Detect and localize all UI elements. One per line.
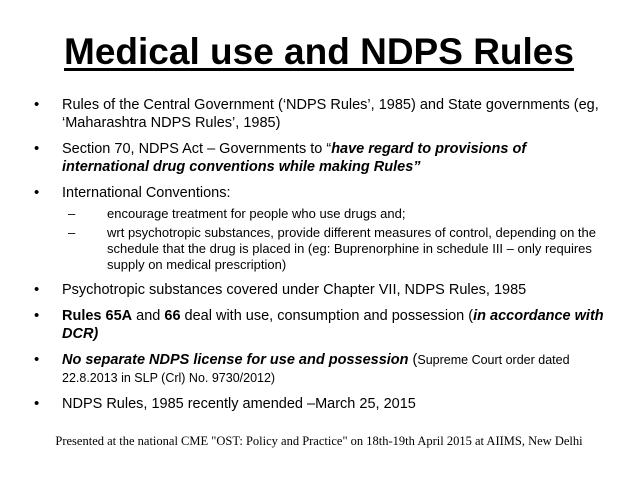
- bullet-text: Rules of the Central Government (‘NDPS Rules’, 1985) and State governments (eg, ‘Maharashtra NDPS Rules’, 1985): [62, 97, 599, 131]
- sub-bullet-treatment: [62, 206, 615, 222]
- sub-bullet-text: wrt psychotropic substances, provide different measures of control, depending on the schedule that the drug is placed in (eg: Buprenorphine in schedule III – only requires supply on medical prescription): [107, 225, 596, 272]
- bullet-psychotropic-chapter-vii: [30, 281, 615, 299]
- sub-bullet-list: [62, 206, 615, 273]
- bullet-emphasis: have regard to provisions of international drug conventions while making Rules”: [62, 141, 527, 175]
- bullet-bold-rule: 66: [164, 308, 181, 324]
- sub-bullet-psychotropic-control: [62, 225, 615, 273]
- bullet-emphasis: No separate NDPS license for use and possession: [62, 352, 409, 368]
- presentation-footer: Presented at the national CME "OST: Policy and Practice" on 18th-19th April 2015 at AIIMS, New Delhi: [55, 434, 583, 448]
- bullet-rules-amended: [30, 395, 615, 413]
- slide-title: Medical use and NDPS Rules: [64, 31, 574, 72]
- bullet-emphasis: in accordance with DCR): [62, 308, 604, 342]
- bullet-rules-65a-66: [30, 307, 615, 343]
- bullet-text: and: [132, 308, 165, 324]
- bullet-international-conventions: [30, 184, 615, 273]
- bullet-bold-rule: Rules 65A: [62, 308, 133, 324]
- bullet-text: (: [408, 352, 418, 368]
- bullet-small-text: Supreme Court order dated 22.8.2013 in SLP (Crl) No. 9730/2012): [62, 353, 570, 385]
- sub-bullet-text: encourage treatment for people who use drugs and;: [107, 206, 406, 221]
- bullet-text: Psychotropic substances covered under Chapter VII, NDPS Rules, 1985: [62, 282, 527, 298]
- bullet-text: Section 70, NDPS Act – Governments to “: [62, 141, 332, 157]
- bullet-no-separate-license: [30, 351, 615, 387]
- bullet-text: International Conventions:: [62, 185, 231, 201]
- bullet-section-70: [30, 140, 615, 176]
- bullet-text: deal with use, consumption and possession (: [180, 308, 474, 324]
- bullet-list: [30, 96, 615, 421]
- bullet-text: NDPS Rules, 1985 recently amended –March 25, 2015: [62, 396, 416, 412]
- bullet-central-govt-rules: [30, 96, 615, 132]
